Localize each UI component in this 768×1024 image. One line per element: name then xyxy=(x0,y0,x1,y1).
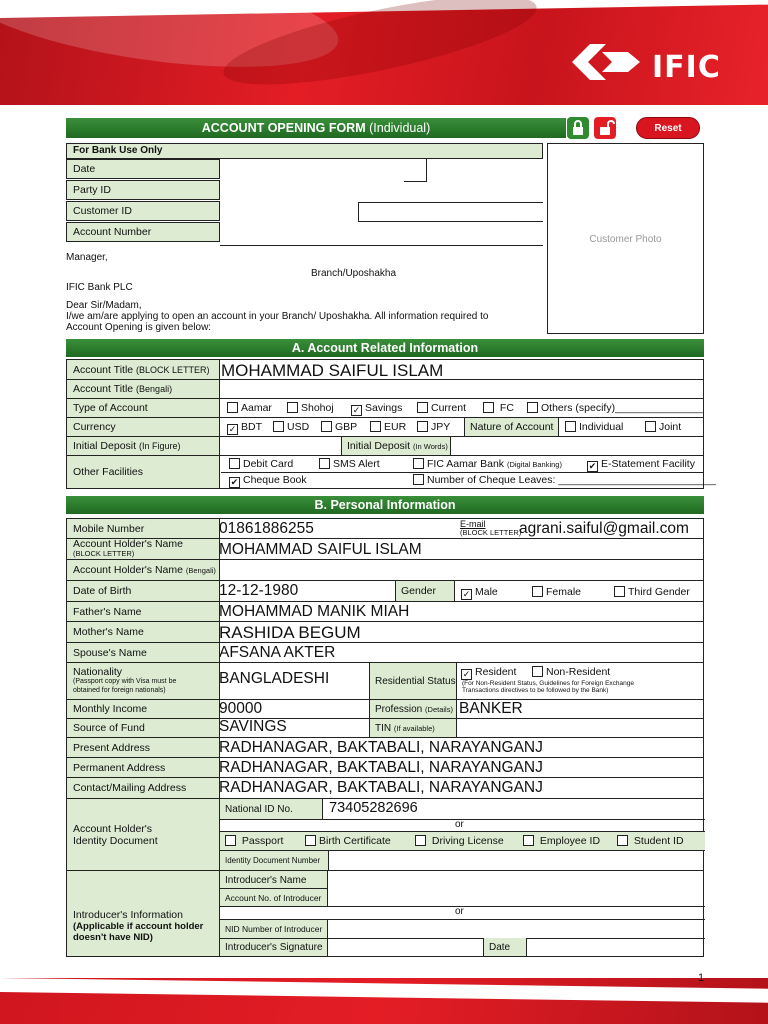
facility-cheque-book-option[interactable]: ✔ Cheque Book xyxy=(230,474,307,487)
nature-joint-option[interactable]: Joint xyxy=(645,421,681,433)
identity-document-label: Account Holder's Identity Document xyxy=(67,799,220,870)
type-current-option[interactable]: Current xyxy=(417,402,466,414)
spouse-label: Spouse's Name xyxy=(67,643,220,662)
form-title-bar xyxy=(66,118,566,138)
permanent-address-row xyxy=(66,757,704,778)
holder-name-bengali-row xyxy=(66,559,704,581)
bank-party-id-label: Party ID xyxy=(66,180,220,200)
permanent-address-value[interactable]: RADHANAGAR, BAKTABALI, NARAYANGANJ xyxy=(219,759,543,776)
type-of-account-label: Type of Account xyxy=(67,399,220,417)
currency-bdt-option[interactable]: ✓ BDT xyxy=(228,421,262,434)
profession-label: Profession (Details) xyxy=(369,700,457,718)
unlock-button[interactable] xyxy=(594,117,616,139)
checkbox-checked-icon: ✓ xyxy=(462,589,471,599)
father-value[interactable]: MOHAMMAD MANIK MIAH xyxy=(219,603,410,620)
checkbox-icon xyxy=(565,421,576,432)
checkbox-icon xyxy=(319,458,330,469)
type-of-account-row xyxy=(66,398,704,418)
letter-salutation: Dear Sir/Madam, xyxy=(66,300,142,311)
bank-use-rule xyxy=(220,245,543,246)
facility-aamar-bank-option[interactable]: FIC Aamar Bank (Digital Banking) xyxy=(413,458,562,470)
checkbox-icon xyxy=(227,402,238,413)
nid-value[interactable]: 73405282696 xyxy=(329,800,418,816)
lock-button[interactable] xyxy=(567,117,589,139)
checkbox-icon xyxy=(413,474,424,485)
party-id-box[interactable] xyxy=(404,159,427,182)
doc-employee-id-option[interactable]: Employee ID xyxy=(523,835,600,847)
resident-option[interactable]: ✓ Resident xyxy=(462,666,517,679)
ific-logo-icon xyxy=(572,40,650,84)
type-fc-option[interactable]: FC xyxy=(483,402,514,414)
cheque-leaves-field[interactable]: Number of Cheque Leaves: ___________________________ xyxy=(413,474,716,486)
doc-student-id-option[interactable]: Student ID xyxy=(617,835,684,847)
contact-address-value[interactable]: RADHANAGAR, BAKTABALI, NARAYANGANJ xyxy=(219,779,543,796)
currency-jpy-option[interactable]: JPY xyxy=(417,421,450,433)
reset-button[interactable]: Reset xyxy=(636,117,700,139)
currency-label: Currency xyxy=(67,418,220,436)
initial-deposit-row xyxy=(66,436,704,456)
residential-status-label: Residential Status xyxy=(369,663,457,699)
father-row xyxy=(66,601,704,622)
monthly-income-label: Monthly Income xyxy=(67,700,220,718)
present-address-label: Present Address xyxy=(67,738,220,757)
mobile-row xyxy=(66,518,704,539)
logo-text: IFIC xyxy=(652,50,721,85)
gender-third-option[interactable]: Third Gender xyxy=(614,586,690,598)
letter-manager: Manager, xyxy=(66,252,108,263)
lock-icon xyxy=(567,117,589,139)
checkbox-icon xyxy=(645,421,656,432)
facility-estatement-option[interactable]: ✔ E-Statement Facility xyxy=(588,458,695,471)
nationality-row xyxy=(66,662,704,700)
source-of-fund-label: Source of Fund xyxy=(67,719,220,737)
email-label: E-mail (BLOCK LETTER) xyxy=(460,519,522,537)
checkbox-checked-icon: ✔ xyxy=(230,477,239,487)
initial-deposit-words-label: Initial Deposit (In Words) xyxy=(341,437,451,455)
contact-address-row xyxy=(66,777,704,799)
section-a-heading: A. Account Related Information xyxy=(66,339,704,357)
introducer-date-label: Date xyxy=(483,938,527,956)
checkbox-checked-icon: ✓ xyxy=(462,669,471,679)
doc-driving-license-option[interactable]: Driving License xyxy=(415,835,504,847)
source-of-fund-value[interactable]: SAVINGS xyxy=(219,718,287,735)
account-title-value[interactable]: MOHAMMAD SAIFUL ISLAM xyxy=(221,361,444,380)
resident-note: (For Non-Resident Status, Guidelines for Foreign Exchange Transactions directives to be followed by the Bank) xyxy=(462,680,634,694)
nature-of-account-label: Nature of Account xyxy=(464,418,559,436)
identity-document-row xyxy=(66,798,704,871)
initial-deposit-label: Initial Deposit (In Figure) xyxy=(67,437,220,455)
checkbox-icon xyxy=(229,458,240,469)
fund-row xyxy=(66,718,704,738)
doc-birth-certificate-option[interactable]: Birth Certificate xyxy=(305,835,391,847)
checkbox-checked-icon: ✓ xyxy=(352,405,361,415)
dob-label: Date of Birth xyxy=(67,581,220,601)
present-address-row xyxy=(66,737,704,758)
spouse-row xyxy=(66,642,704,663)
introducer-account-label: Account No. of Introducer xyxy=(220,888,328,906)
account-title-bengali-row xyxy=(66,379,704,399)
holder-name-label: Account Holder's Name (BLOCK LETTER) xyxy=(67,539,220,559)
checkbox-icon xyxy=(617,835,628,846)
father-label: Father's Name xyxy=(67,602,220,621)
non-resident-option[interactable]: Non-Resident xyxy=(532,666,610,678)
permanent-address-label: Permanent Address xyxy=(67,758,220,777)
gender-male-option[interactable]: ✓ Male xyxy=(462,586,498,599)
checkbox-icon xyxy=(225,835,236,846)
holder-name-row xyxy=(66,538,704,560)
mother-value[interactable]: RASHIDA BEGUM xyxy=(219,623,361,642)
facility-debit-card-option[interactable]: Debit Card xyxy=(229,458,293,470)
checkbox-checked-icon: ✓ xyxy=(228,424,237,434)
holder-name-value[interactable]: MOHAMMAD SAIFUL ISLAM xyxy=(219,541,422,558)
letter-branch: Branch/Uposhakha xyxy=(311,268,397,279)
holder-name-bengali-label: Account Holder's Name (Bengali) xyxy=(67,560,220,580)
currency-usd-option[interactable]: USD xyxy=(273,421,309,433)
mother-label: Mother's Name xyxy=(67,622,220,642)
bank-use-heading: For Bank Use Only xyxy=(66,143,543,159)
nationality-value[interactable]: BANGLADESHI xyxy=(219,670,330,687)
nationality-label: Nationality (Passport copy with Visa must be obtained for foreign nationals) xyxy=(67,663,220,699)
account-title-row xyxy=(66,359,704,380)
nature-individual-option[interactable]: Individual xyxy=(565,421,623,433)
checkbox-icon xyxy=(532,666,543,677)
monthly-income-value[interactable]: 90000 xyxy=(219,700,263,717)
checkbox-icon xyxy=(417,402,428,413)
mobile-label: Mobile Number xyxy=(67,519,220,538)
introducer-label: Introducer's Information (Applicable if account holder doesn't have NID) xyxy=(67,871,220,956)
checkbox-icon xyxy=(287,402,298,413)
income-row xyxy=(66,699,704,719)
account-title-bengali-label: Account Title (Bengali) xyxy=(67,380,220,398)
checkbox-icon xyxy=(415,835,426,846)
mother-row xyxy=(66,621,704,643)
form-title-sub: (Individual) xyxy=(369,121,431,135)
checkbox-icon xyxy=(370,421,381,432)
profession-value[interactable]: BANKER xyxy=(459,700,523,717)
currency-row xyxy=(66,417,704,437)
introducer-or-separator: or xyxy=(455,906,464,917)
facility-sms-alert-option[interactable]: SMS Alert xyxy=(319,458,380,470)
currency-eur-option[interactable]: EUR xyxy=(370,421,406,433)
customer-id-box[interactable] xyxy=(358,202,543,222)
nid-label: National ID No. xyxy=(220,799,323,819)
header-banner xyxy=(0,0,768,105)
type-shohoj-option[interactable]: Shohoj xyxy=(287,402,334,414)
type-others-option[interactable]: Others (specify)_______________ xyxy=(527,402,703,414)
dob-value[interactable]: 12-12-1980 xyxy=(219,582,299,599)
mobile-value[interactable]: 01861886255 xyxy=(219,520,314,537)
section-b-heading: B. Personal Information xyxy=(66,496,704,514)
bank-date-label: Date xyxy=(66,159,220,179)
footer-banner xyxy=(0,978,768,1024)
letter-bank: IFIC Bank PLC xyxy=(66,282,133,293)
introducer-signature-label: Introducer's Signature xyxy=(220,938,328,956)
checkbox-icon xyxy=(413,458,424,469)
present-address-value[interactable]: RADHANAGAR, BAKTABALI, NARAYANGANJ xyxy=(219,739,543,756)
doc-passport-option[interactable]: Passport xyxy=(225,835,283,847)
tin-label: TIN (If available) xyxy=(369,719,457,737)
unlock-icon xyxy=(594,117,616,139)
checkbox-icon xyxy=(483,402,494,413)
checkbox-icon xyxy=(523,835,534,846)
contact-address-label: Contact/Mailing Address xyxy=(67,778,220,798)
account-title-label: Account Title (BLOCK LETTER) xyxy=(67,360,220,379)
checkbox-icon xyxy=(273,421,284,432)
page-number: 1 xyxy=(698,972,705,984)
gender-female-option[interactable]: Female xyxy=(532,586,581,598)
email-value[interactable]: agrani.saiful@gmail.com xyxy=(519,520,689,537)
type-aamar-option[interactable]: Aamar xyxy=(227,402,272,414)
letter-body-line2: Account Opening is given below: xyxy=(66,322,212,333)
checkbox-icon xyxy=(532,586,543,597)
letter-body-line1: I/we am/are applying to open an account in your Branch/ Uposhakha. All information required to xyxy=(66,311,489,322)
checkbox-checked-icon: ✔ xyxy=(588,461,597,471)
form-title: ACCOUNT OPENING FORM xyxy=(201,121,366,135)
other-facilities-row xyxy=(66,455,716,489)
bank-customer-id-label: Customer ID xyxy=(66,201,220,221)
spouse-value[interactable]: AFSANA AKTER xyxy=(219,644,336,661)
gender-label: Gender xyxy=(395,581,455,601)
checkbox-icon xyxy=(321,421,332,432)
currency-gbp-option[interactable]: GBP xyxy=(321,421,357,433)
dob-row xyxy=(66,580,704,602)
introducer-nid-label: NID Number of Introducer xyxy=(220,919,328,938)
or-separator: or xyxy=(455,819,464,830)
identity-document-number-label: Identity Document Number xyxy=(220,851,329,870)
bank-account-number-label: Account Number xyxy=(66,222,220,242)
customer-photo-box[interactable]: Customer Photo xyxy=(547,143,704,334)
type-savings-option[interactable]: ✓ Savings xyxy=(352,402,403,415)
checkbox-icon xyxy=(417,421,428,432)
other-facilities-label: Other Facilities xyxy=(67,456,220,488)
checkbox-icon xyxy=(305,835,316,846)
checkbox-icon xyxy=(614,586,625,597)
checkbox-icon xyxy=(527,402,538,413)
introducer-row xyxy=(66,870,704,957)
introducer-name-label: Introducer's Name xyxy=(220,871,328,889)
